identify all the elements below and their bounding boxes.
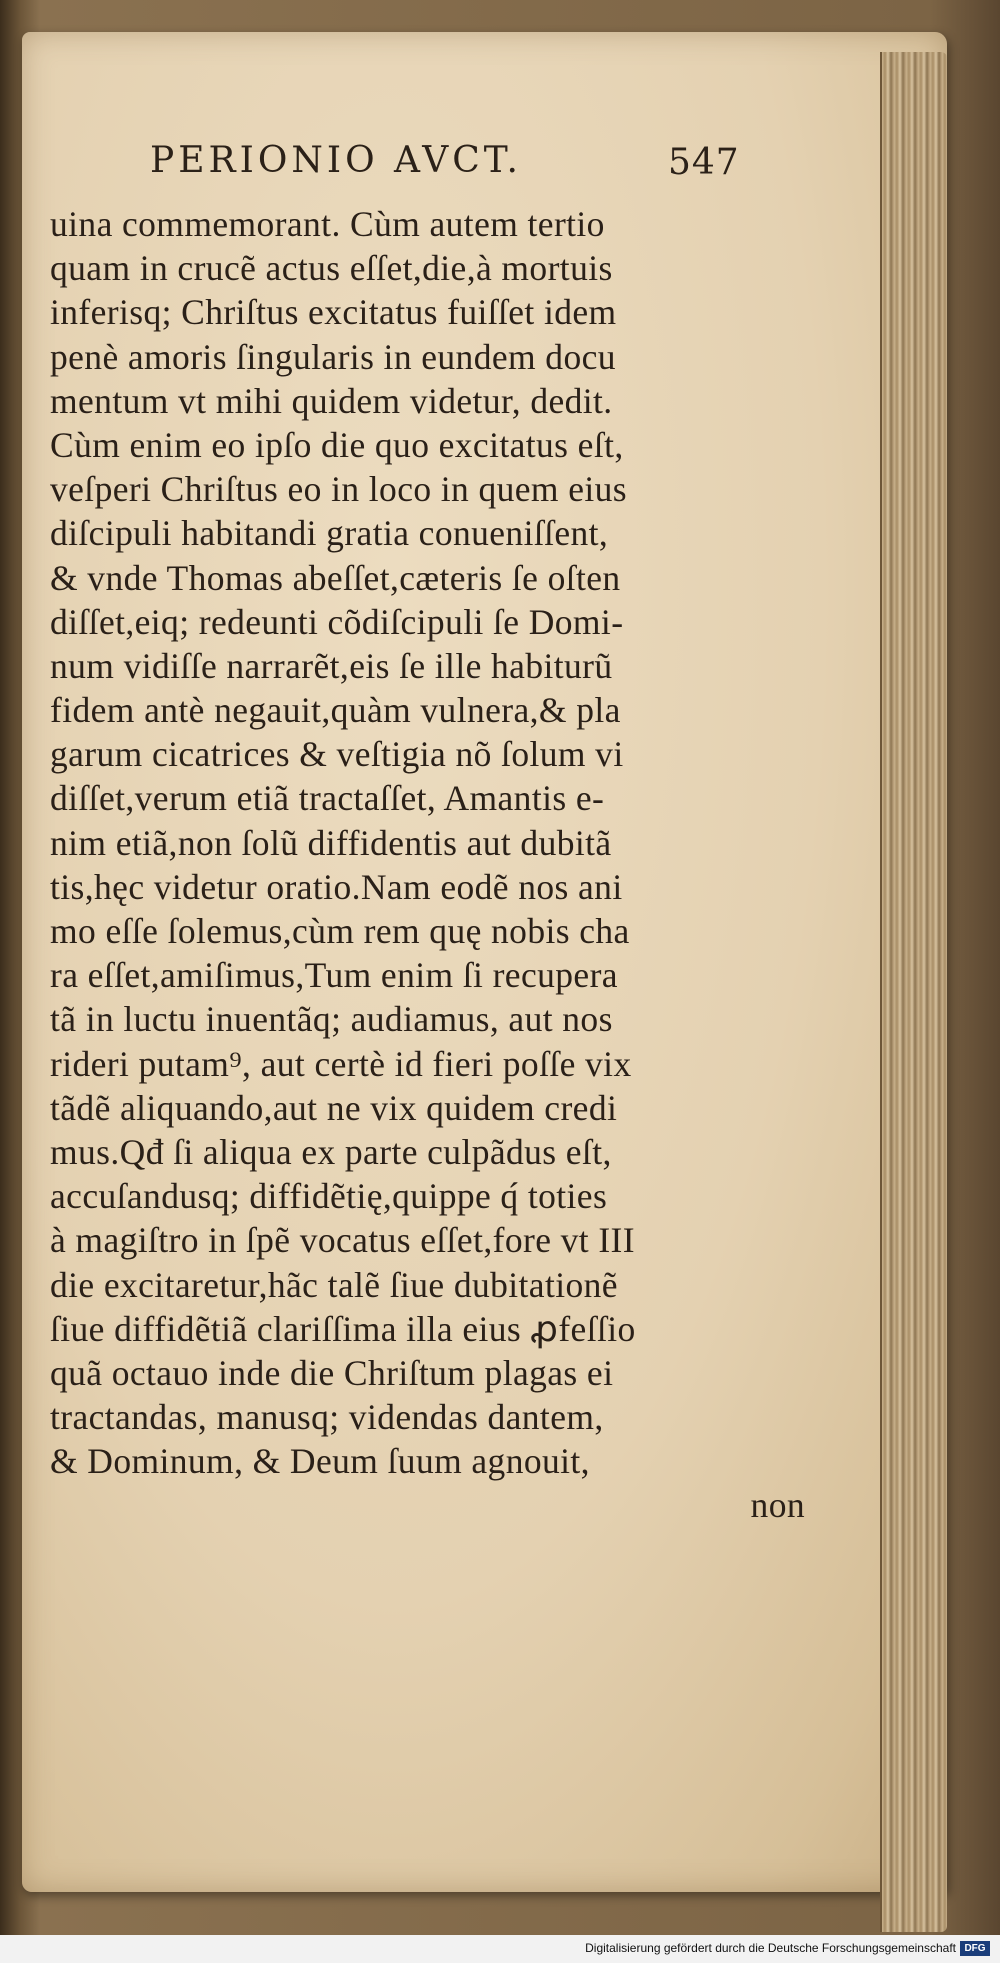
page-number: 547 xyxy=(668,142,740,183)
footer-credit: Digitalisierung gefördert durch die Deutsche Forschungsgemeinschaft xyxy=(585,1941,956,1955)
text-line: diſcipuli habitandi gratia conueniſſent, xyxy=(50,513,609,554)
text-line: uina commemorant. Cùm autem tertio xyxy=(50,204,605,244)
text-line: quã octauo inde die Chriſtum plagas ei xyxy=(50,1352,614,1393)
text-block xyxy=(50,202,830,1562)
text-line: mentum vt mihi quidem videtur, dedit. xyxy=(50,380,613,421)
text-line: diſſet,eiq; redeunti cõdiſcipuli ſe Domi- xyxy=(50,601,624,642)
text-line: penè amoris ſingularis in eundem docu xyxy=(50,336,616,377)
text-line: ſiue diffidẽtiã clariſſima illa eius ꝓfeſſio xyxy=(50,1308,636,1349)
text-line: garum cicatrices & veſtigia nõ ſolum vi xyxy=(50,734,624,775)
digitization-footer xyxy=(0,1935,1000,1963)
text-line: die excitaretur,hãc talẽ ſiue dubitationẽ xyxy=(50,1264,618,1305)
dfg-logo: DFG xyxy=(960,1941,990,1956)
text-line: & vnde Thomas abeſſet,cæteris ſe oſten xyxy=(50,557,621,598)
text-line: veſperi Chriſtus eo in loco in quem eius xyxy=(50,469,627,510)
text-line: tãdẽ aliquando,aut ne vix quidem credi xyxy=(50,1087,618,1128)
text-line: tractandas, manusq; videndas dantem, xyxy=(50,1397,604,1438)
text-line: nim etiã,non ſolũ diffidentis aut dubitã xyxy=(50,822,612,863)
text-line: mo eſſe ſolemus,cùm rem quę nobis cha xyxy=(50,911,630,951)
text-line: quam in crucẽ actus eſſet,die,à mortuis xyxy=(50,248,613,289)
text-line: num vidiſſe narrarẽt,eis ſe ille habiturũ xyxy=(50,645,613,686)
text-line: fidem antè negauit,quàm vulnera,& pla xyxy=(50,690,621,731)
text-line: tã in luctu inuentãq; audiamus, aut nos xyxy=(50,999,613,1040)
running-head xyxy=(150,140,850,195)
text-line: diſſet,verum etiã tractaſſet, Amantis e- xyxy=(50,778,605,819)
text-line: ra eſſet,amiſimus,Tum enim ſi recupera xyxy=(50,955,618,996)
page-edges xyxy=(880,52,947,1932)
text-line: à magiſtro in ſpẽ vocatus eſſet,fore vt III xyxy=(50,1220,635,1261)
text-line: & Dominum, & Deum ſuum agnouit, xyxy=(50,1441,590,1482)
catchword: non xyxy=(750,1485,805,1526)
running-head-title: PERIONIO AVCT. xyxy=(150,140,522,181)
text-line: inferisq; Chriſtus excitatus fuiſſet idem xyxy=(50,292,617,333)
text-line: rideri putam⁹, aut certè id fieri poſſe vix xyxy=(50,1043,632,1084)
text-line: accuſandusq; diffidẽtię,quippe q́ toties xyxy=(50,1176,608,1217)
text-line: tis,hęc videtur oratio.Nam eodẽ nos ani xyxy=(50,866,623,907)
text-line: Cùm enim eo ipſo die quo excitatus eſt, xyxy=(50,424,624,465)
text-line: mus.Qđ ſi aliqua ex parte culpãdus eſt, xyxy=(50,1131,612,1172)
